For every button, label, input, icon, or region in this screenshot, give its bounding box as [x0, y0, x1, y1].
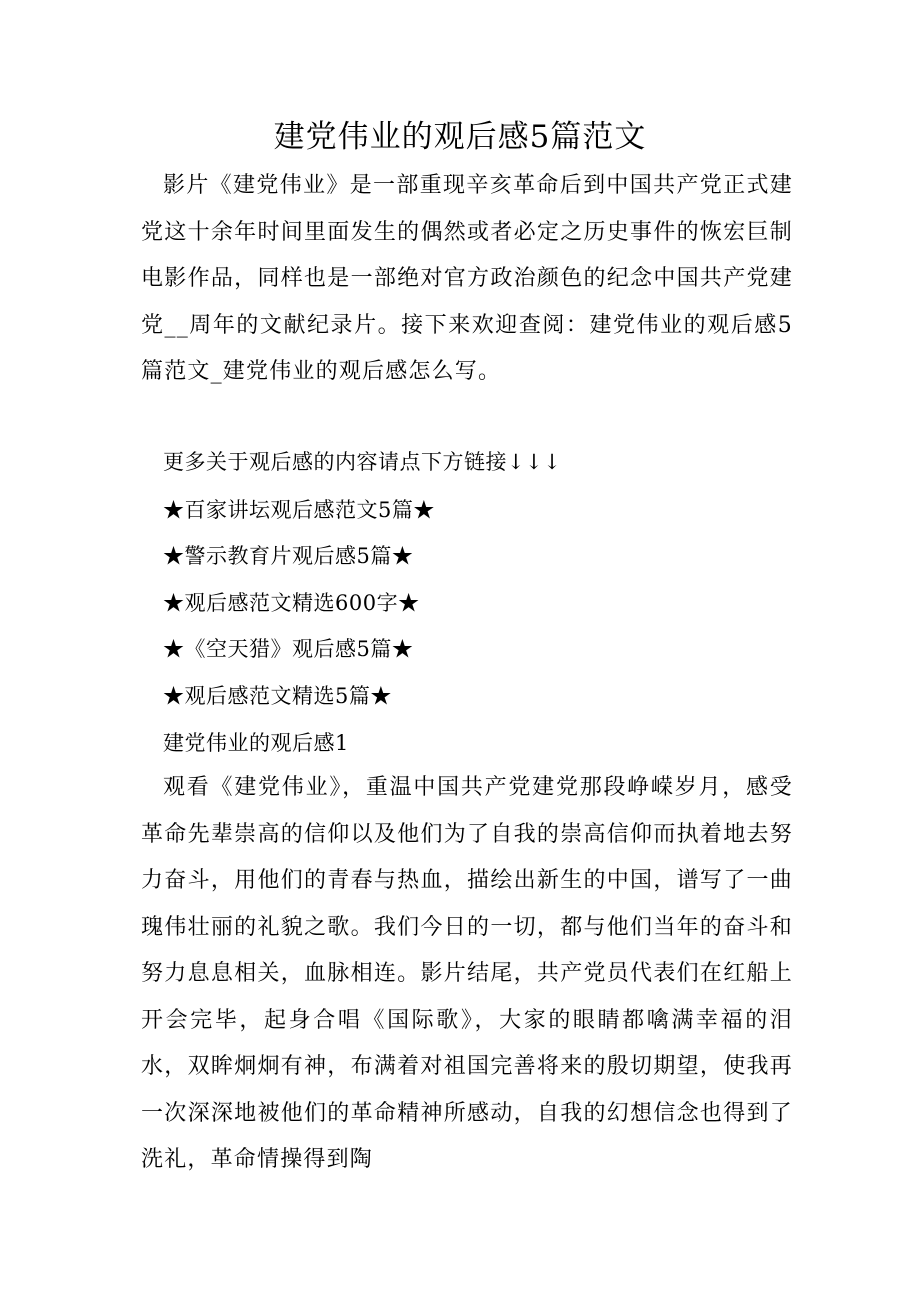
related-link-3-text[interactable]: ★观后感范文精选600字★	[163, 591, 420, 615]
related-link-5[interactable]	[163, 676, 392, 716]
related-link-1[interactable]	[163, 490, 435, 530]
body-paragraph: 观看《建党伟业》，重温中国共产党建党那段峥嵘岁月，感受革命先辈崇高的信仰以及他们为了自我的崇高信仰而执着地去努力奋斗，用他们的青春与热血，描绘出新生的中国，谱写了一曲瑰伟壮丽的礼貌之歌。我们今日的一切，都与他们当年的奋斗和努力息息相关，血脉相连。影片结尾，共产党员代表们在红船上开会完毕，起身合唱《国际歌》，大家的眼睛都噙满幸福的泪水，双眸炯炯有神，布满着对祖国完善将来的殷切期望，使我再一次深深地被他们的革命精神所感动，自我的幻想信念也得到了洗礼，革命情操得到陶	[141, 775, 793, 1172]
section-heading: 建党伟业的观后感1	[163, 731, 349, 755]
related-link-2-text[interactable]: ★警示教育片观后感5篇★	[163, 544, 414, 568]
document-title: 建党伟业的观后感5篇范文	[273, 119, 647, 155]
related-link-4[interactable]	[163, 629, 413, 669]
related-link-5-text[interactable]: ★观后感范文精选5篇★	[163, 684, 392, 708]
related-link-2[interactable]	[163, 536, 413, 576]
related-link-4-text[interactable]: ★《空天猎》观后感5篇★	[163, 637, 414, 661]
intro-paragraph: 影片《建党伟业》是一部重现辛亥革命后到中国共产党正式建党这十余年时间里面发生的偶然或者必定之历史事件的恢宏巨制电影作品，同样也是一部绝对官方政治颜色的纪念中国共产党建党__周年的文献纪录片。接下来欢迎查阅：建党伟业的观后感5篇范文_建党伟业的观后感怎么写。	[141, 173, 793, 384]
more-links-prompt: 更多关于观后感的内容请点下方链接↓↓↓	[163, 450, 562, 474]
related-link-3[interactable]	[163, 583, 420, 623]
related-link-1-text[interactable]: ★百家讲坛观后感范文5篇★	[163, 498, 435, 522]
